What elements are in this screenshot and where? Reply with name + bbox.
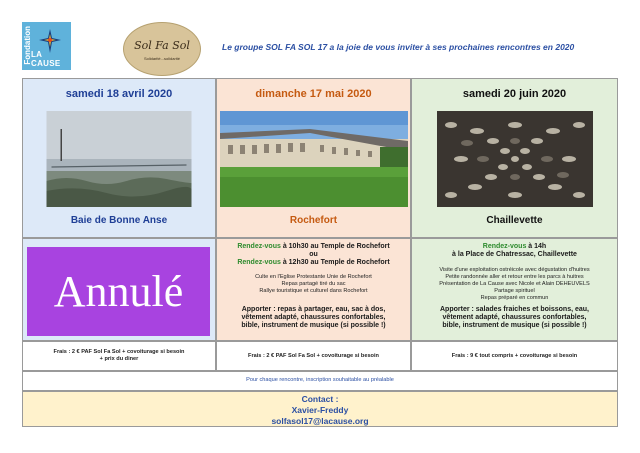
apporter-line: Apporter : salades fraiches et boissons, eau,: [440, 306, 589, 313]
rochefort-photo: [220, 111, 408, 207]
apporter-line: Apporter : repas à partager, eau, sac à dos,: [241, 306, 386, 313]
program-item: Rallye touristique et culturel dans Rochefort: [259, 288, 368, 294]
rendezvous-place: à la Place de Chatressac, Chaillevette: [452, 251, 577, 258]
logo-fondation-cause-text: LA CAUSE: [31, 50, 61, 68]
registration-note-row: [22, 371, 618, 391]
frais-line: Frais : 2 € PAF Sol Fa Sol + covoiturage si besoin: [248, 353, 379, 359]
event-date: dimanche 17 mai 2020: [255, 88, 372, 100]
program-item: Culte en l'Eglise Protestante Unie de Rochefort: [255, 274, 372, 280]
program-item: Présentation de La Cause avec Nicole et Alain DEHEUVELS: [439, 281, 590, 287]
program-item: Petite randonnée aller et retour entre les parcs à huitres: [445, 274, 584, 280]
event-place: Chaillevette: [486, 215, 543, 226]
bay-photo: [47, 111, 192, 207]
frais-rochefort: [216, 341, 411, 371]
apporter-line: bible, instrument de musique (si possible !): [241, 322, 386, 329]
event-place: Rochefort: [289, 215, 338, 226]
event-date: samedi 18 avril 2020: [65, 88, 173, 100]
program-item: Repas partagé tiré du sac: [281, 281, 346, 287]
frais-bonne-anse: [22, 341, 216, 371]
frais-chaillevette: [411, 341, 618, 371]
apporter-line: bible, instrument de musique (si possible !): [442, 322, 587, 329]
rendezvous-line: Rendez-vous à 14h: [482, 243, 547, 250]
event-header-bonne-anse: [22, 78, 216, 238]
program-item: Repas préparé en commun: [480, 295, 549, 301]
program-item: Partage spirituel: [494, 288, 535, 294]
event-details-bonne-anse: [22, 238, 216, 341]
frais-line: + prix du diner: [99, 356, 139, 362]
event-date: samedi 20 juin 2020: [462, 88, 567, 100]
oyster-shells-photo: [437, 111, 593, 207]
event-header-rochefort: [216, 78, 411, 238]
rendezvous-line-1: Rendez-vous à 10h30 au Temple de Rochefort: [237, 243, 390, 250]
program-item: Visite d'une exploitation ostréicole avec dégustation d'huitres: [439, 267, 590, 273]
contact-row: [22, 391, 618, 427]
intro-text: Le groupe SOL FA SOL 17 a la joie de vous inviter à ses prochaines rencontres en 2020: [222, 42, 575, 52]
cancelled-banner: Annulé: [27, 247, 210, 336]
event-details-chaillevette: [411, 238, 618, 341]
rendezvous-or: ou: [309, 251, 318, 258]
logo-solfasol-tagline: Solidarité...solidarité: [143, 56, 181, 61]
logo-fondation-vertical-text: Fondation: [23, 26, 32, 65]
event-place: Baie de Bonne Anse: [70, 215, 168, 226]
rendezvous-line-2: Rendez-vous à 12h30 au Temple de Rochefort: [237, 259, 390, 266]
apporter-line: vêtement adapté, chaussures confortables,: [241, 314, 386, 321]
sol-fa-sol-logo: [123, 22, 201, 76]
event-header-chaillevette: [411, 78, 618, 238]
contact-title: Contact :: [301, 394, 339, 404]
contact-name: Xavier-Freddy: [291, 405, 349, 415]
events-table: [22, 78, 618, 427]
logo-solfasol-name: Sol Fa Sol: [134, 39, 190, 52]
frais-line: Frais : 2 € PAF Sol Fa Sol + covoiturage si besoin: [53, 349, 185, 355]
apporter-line: vêtement adapté, chaussures confortables,: [442, 314, 587, 321]
registration-note: Pour chaque rencontre, inscription souhaitable au préalable: [246, 377, 394, 383]
event-details-rochefort: [216, 238, 411, 341]
contact-email[interactable]: solfasol17@lacause.org: [271, 416, 369, 426]
frais-line: Frais : 9 € tout compris + covoiturage si besoin: [451, 353, 578, 359]
fondation-la-cause-logo: [22, 22, 71, 70]
